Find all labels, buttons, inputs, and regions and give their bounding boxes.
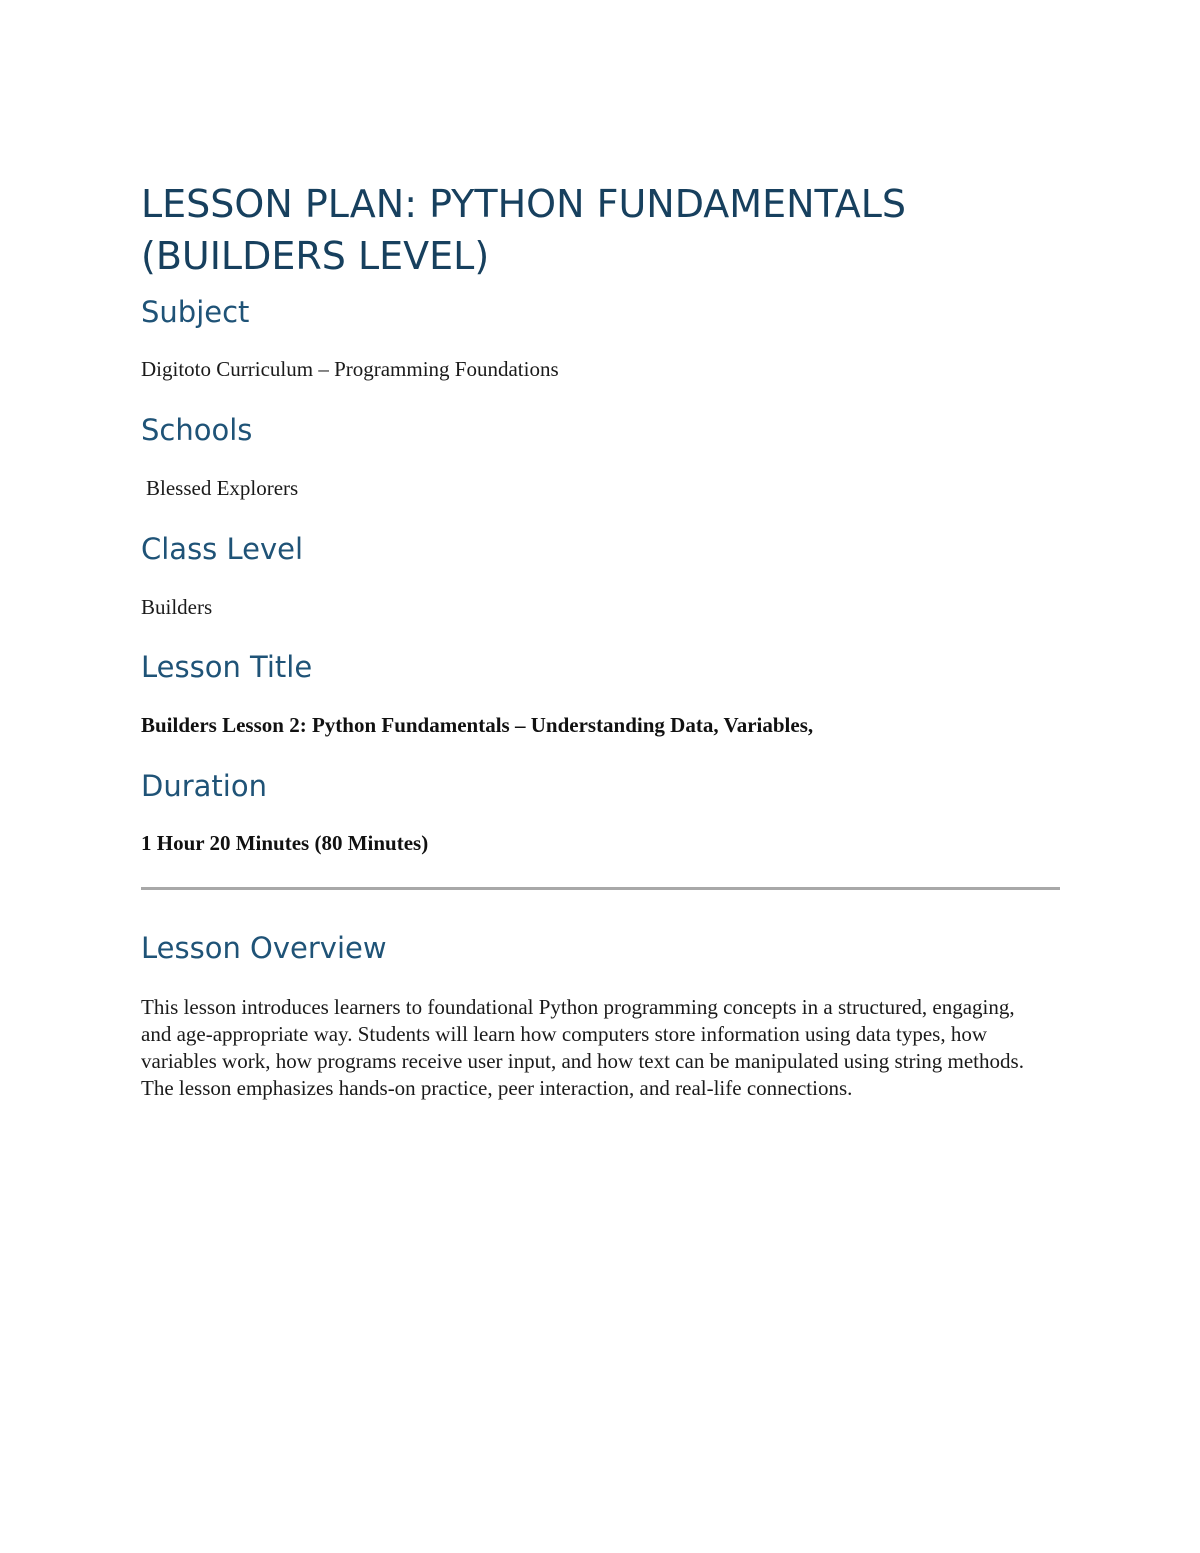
- subject-heading: Subject: [141, 295, 250, 329]
- duration-text: 1 Hour 20 Minutes (80 Minutes): [141, 831, 429, 855]
- document-title: LESSON PLAN: PYTHON FUNDAMENTALS (BUILDERS LEVEL): [141, 182, 907, 278]
- document-content: [141, 178, 1061, 1102]
- schools-text: Blessed Explorers: [146, 476, 299, 500]
- class-level-heading: Class Level: [141, 532, 304, 566]
- horizontal-divider: [141, 887, 1060, 890]
- lesson-overview-text: This lesson introduces learners to foundational Python programming concepts in a structured, engaging, and age-appropriate way. Students will learn how computers store information using data types, how variables work, how programs receive user input, and how text can be manipulated using string methods. The lesson emphasizes hands-on practice, peer interaction, and real-life connections.: [141, 995, 1024, 1100]
- lesson-title-heading: Lesson Title: [141, 650, 313, 684]
- schools-heading: Schools: [141, 413, 253, 447]
- class-level-text: Builders: [141, 595, 213, 619]
- subject-text: Digitoto Curriculum – Programming Foundations: [141, 357, 559, 381]
- lesson-title-text: Builders Lesson 2: Python Fundamentals – Understanding Data, Variables,: [141, 713, 814, 737]
- lesson-overview-heading: Lesson Overview: [141, 931, 387, 965]
- duration-heading: Duration: [141, 769, 267, 803]
